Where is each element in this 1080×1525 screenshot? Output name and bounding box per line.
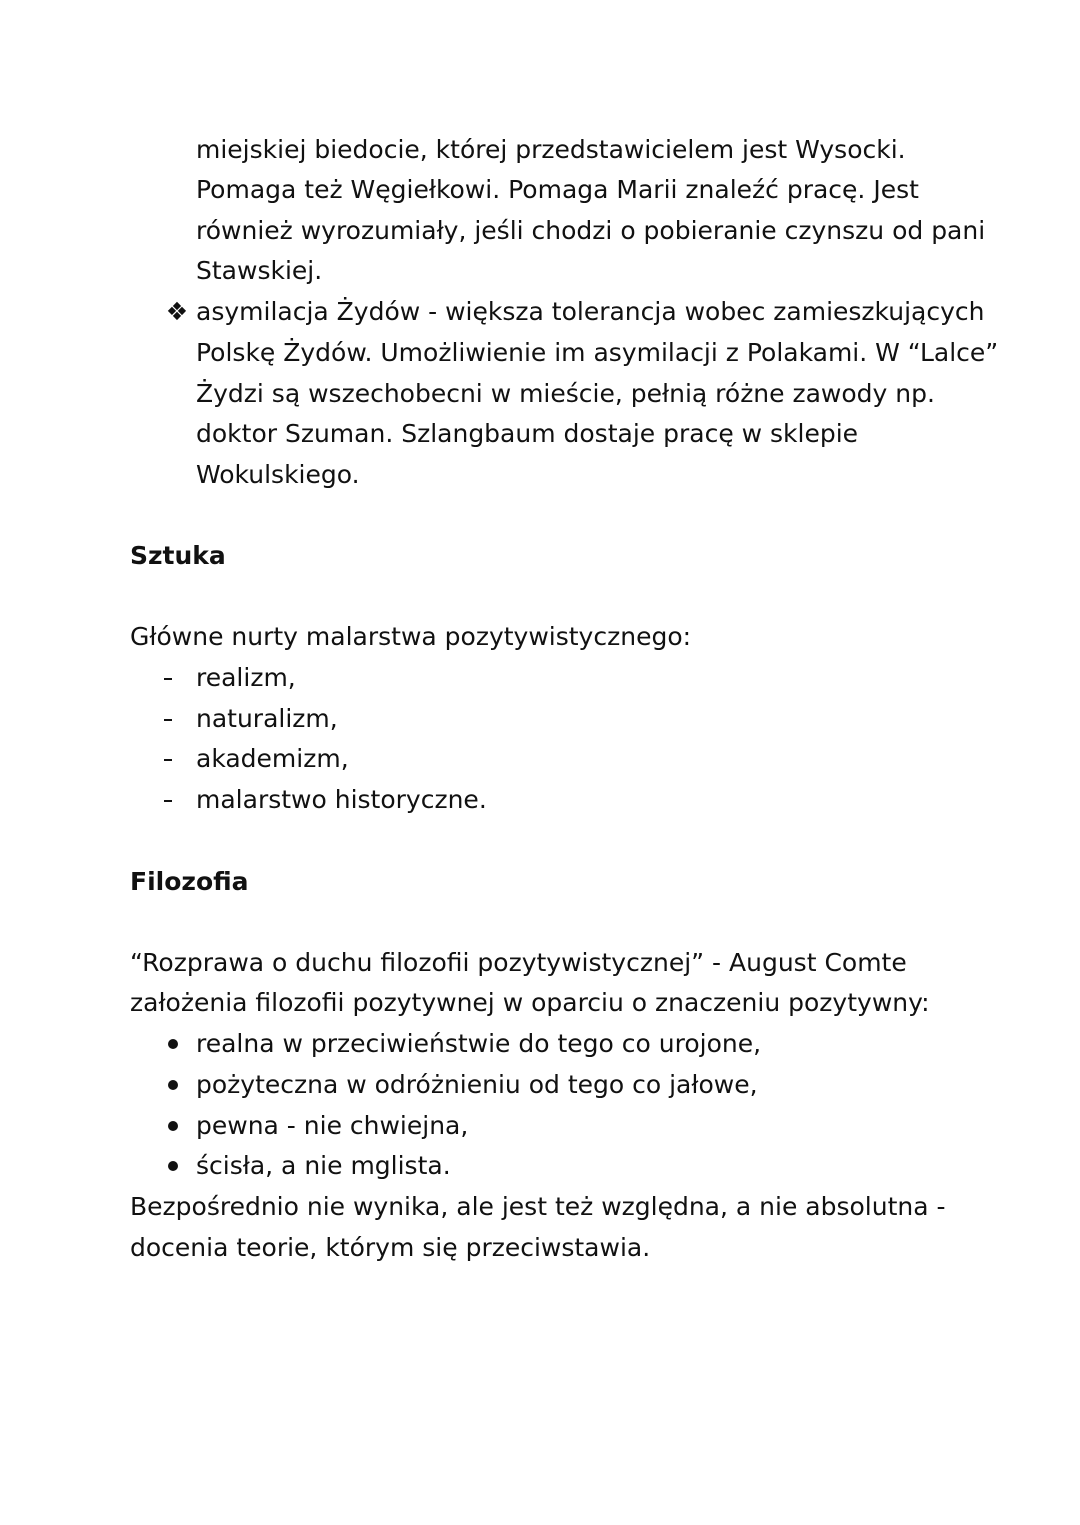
list-item: naturalizm, — [196, 704, 338, 733]
closing-line: docenia teorie, którym się przeciwstawia. — [130, 1233, 651, 1262]
closing-line: Bezpośrednio nie wynika, ale jest też względna, a nie absolutna - — [130, 1192, 946, 1221]
list-item-line: Żydzi są wszechobecni w mieście, pełnią różne zawody np. — [196, 379, 935, 408]
diamond-bullet-icon: ❖ — [165, 297, 189, 326]
section-heading-art: Sztuka — [130, 541, 226, 570]
list-item: realna w przeciwieństwie do tego co urojone, — [196, 1029, 762, 1058]
list-item: pożyteczna w odróżnieniu od tego co jałowe, — [196, 1070, 758, 1099]
section-intro-line: “Rozprawa o duchu filozofii pozytywistycznej” - August Comte — [130, 948, 907, 977]
dash-bullet-icon — [164, 678, 172, 680]
list-item-line: Wokulskiego. — [196, 460, 360, 489]
list-item: malarstwo historyczne. — [196, 785, 487, 814]
dash-bullet-icon — [164, 759, 172, 761]
section-heading-philosophy: Filozofia — [130, 867, 249, 896]
paragraph-line: miejskiej biedocie, której przedstawicielem jest Wysocki. — [196, 135, 906, 164]
dash-bullet-icon — [164, 800, 172, 802]
paragraph-line: Stawskiej. — [196, 256, 323, 285]
list-item: realizm, — [196, 663, 296, 692]
list-item: pewna - nie chwiejna, — [196, 1111, 469, 1140]
section-intro: Główne nurty malarstwa pozytywistycznego: — [130, 622, 692, 651]
list-item-line: Polskę Żydów. Umożliwienie im asymilacji z Polakami. W “Lalce” — [196, 338, 999, 367]
paragraph-line: Pomaga też Węgiełkowi. Pomaga Marii znaleźć pracę. Jest — [196, 175, 919, 204]
bullet-dot-icon — [168, 1080, 178, 1090]
bullet-dot-icon — [168, 1039, 178, 1049]
list-item-line: asymilacja Żydów - większa tolerancja wobec zamieszkujących — [196, 297, 985, 326]
paragraph-line: również wyrozumiały, jeśli chodzi o pobieranie czynszu od pani — [196, 216, 986, 245]
list-item: ścisła, a nie mglista. — [196, 1151, 451, 1180]
section-intro-line: założenia filozofii pozytywnej w oparciu o znaczeniu pozytywny: — [130, 988, 930, 1017]
dash-bullet-icon — [164, 719, 172, 721]
list-item-line: doktor Szuman. Szlangbaum dostaje pracę w sklepie — [196, 419, 859, 448]
list-item: akademizm, — [196, 744, 349, 773]
bullet-dot-icon — [168, 1161, 178, 1171]
bullet-dot-icon — [168, 1121, 178, 1131]
